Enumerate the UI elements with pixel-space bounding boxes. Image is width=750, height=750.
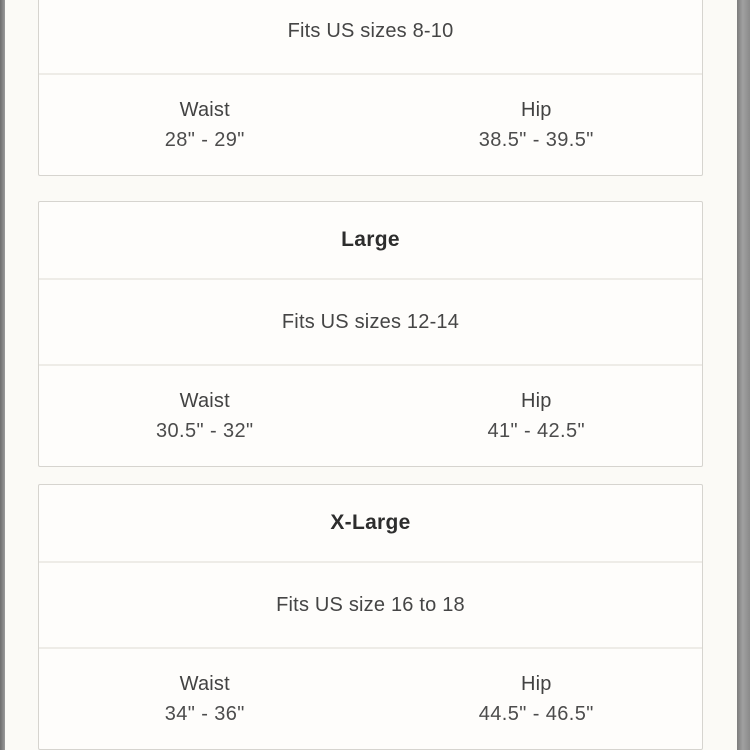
waist-label: Waist [179, 389, 230, 412]
hip-label: Hip [520, 98, 552, 121]
measurements-row [39, 75, 702, 175]
waist-measurement [39, 649, 371, 749]
waist-measurement [39, 75, 371, 175]
hip-measurement [371, 649, 703, 749]
size-card-top-partial [38, 0, 703, 176]
waist-measurement [39, 366, 371, 466]
size-card-xlarge [38, 484, 703, 750]
waist-value: 34" - 36" [164, 702, 245, 725]
size-fits-text: Fits US sizes 12-14 [281, 310, 460, 333]
measurements-row [39, 366, 702, 466]
hip-label: Hip [520, 389, 552, 412]
size-card-large [38, 201, 703, 467]
size-card-title: Large [341, 228, 400, 251]
hip-measurement [371, 75, 703, 175]
hip-value: 38.5" - 39.5" [478, 128, 594, 151]
waist-label: Waist [179, 672, 230, 695]
hip-measurement [371, 366, 703, 466]
measurements-row [39, 649, 702, 749]
screen-edge-left [0, 0, 5, 750]
hip-label: Hip [520, 672, 552, 695]
waist-value: 30.5" - 32" [155, 419, 254, 442]
size-fits-text: Fits US sizes 8-10 [287, 19, 454, 42]
screen-edge-right [737, 0, 750, 750]
waist-label: Waist [179, 98, 230, 121]
size-fits-text: Fits US size 16 to 18 [276, 593, 465, 616]
hip-value: 44.5" - 46.5" [478, 702, 594, 725]
size-card-title: X-Large [330, 511, 411, 534]
waist-value: 28" - 29" [164, 128, 245, 151]
hip-value: 41" - 42.5" [487, 419, 586, 442]
